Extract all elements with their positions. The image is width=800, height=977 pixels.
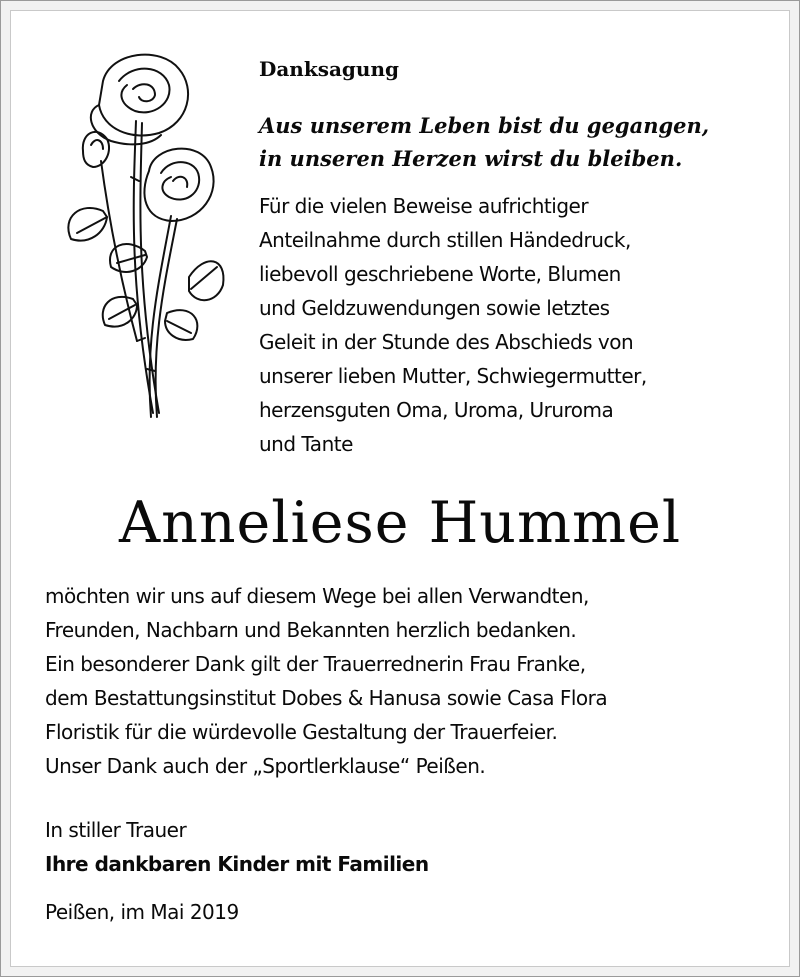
deceased-name: Anneliese Hummel	[118, 490, 682, 556]
intro-line: und Geldzuwendungen sowie letztes	[259, 296, 610, 320]
closing-line: In stiller Trauer	[45, 818, 187, 842]
intro-text	[259, 189, 647, 461]
motto	[259, 109, 709, 175]
body-text	[45, 579, 607, 783]
intro-line: Geleit in der Stunde des Abschieds von	[259, 330, 634, 354]
closing	[45, 813, 429, 881]
body-line: dem Bestattungsinstitut Dobes & Hanusa sowie Casa Flora	[45, 686, 608, 710]
body-line: Ein besonderer Dank gilt der Trauerrednerin Frau Franke,	[45, 652, 586, 676]
intro-line: herzensguten Oma, Uroma, Ururoma	[259, 398, 614, 422]
intro-line: Für die vielen Beweise aufrichtiger	[259, 194, 589, 218]
place-date: Peißen, im Mai 2019	[45, 900, 239, 924]
body-line: Freunden, Nachbarn und Bekannten herzlich bedanken.	[45, 618, 577, 642]
heading: Danksagung	[259, 57, 399, 81]
motto-line: in unseren Herzen wirst du bleiben.	[259, 146, 683, 171]
intro-line: unserer lieben Mutter, Schwiegermutter,	[259, 364, 647, 388]
body-line: möchten wir uns auf diesem Wege bei allen Verwandten,	[45, 584, 589, 608]
signer: Ihre dankbaren Kinder mit Familien	[45, 852, 429, 876]
intro-line: und Tante	[259, 432, 353, 456]
motto-line: Aus unserem Leben bist du gegangen,	[259, 113, 710, 138]
body-line: Unser Dank auch der „Sportlerklause“ Peißen.	[45, 754, 486, 778]
intro-line: Anteilnahme durch stillen Händedruck,	[259, 228, 631, 252]
body-line: Floristik für die würdevolle Gestaltung der Trauerfeier.	[45, 720, 558, 744]
rose-illustration-icon	[41, 41, 241, 431]
intro-line: liebevoll geschriebene Worte, Blumen	[259, 262, 621, 286]
